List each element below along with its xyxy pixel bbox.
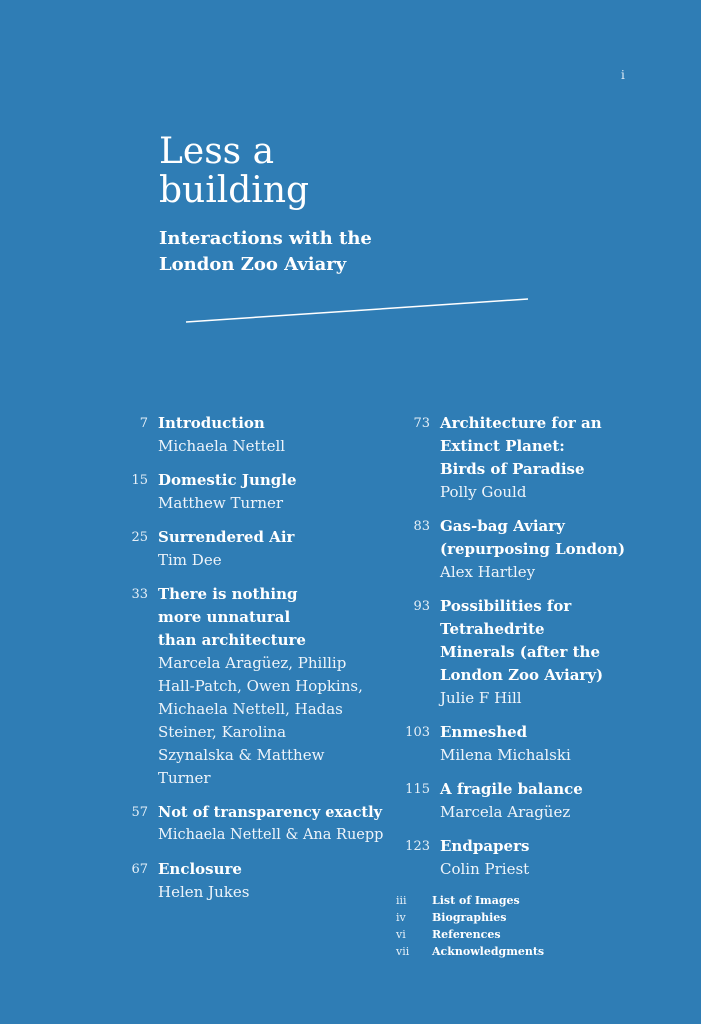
toc-title: Not of transparency exactly xyxy=(158,804,383,821)
page-number: i xyxy=(621,68,625,82)
toc-page-number: 115 xyxy=(405,782,430,797)
back-matter-item[interactable] xyxy=(392,943,692,960)
toc-title: Introduction xyxy=(158,414,265,432)
toc-author: Julie F Hill xyxy=(440,689,522,707)
toc-page-number: 7 xyxy=(139,416,148,431)
toc-entry[interactable] xyxy=(120,858,378,904)
toc-author: Marcela Aragüez xyxy=(440,803,571,821)
toc-title: A fragile balance xyxy=(440,780,583,798)
toc-title: Domestic Jungle xyxy=(158,471,297,489)
toc-entry[interactable] xyxy=(120,526,378,572)
toc-title: Possibilities for Tetrahedrite Minerals (after the London Zoo Aviary) xyxy=(440,597,604,684)
toc-author: Colin Priest xyxy=(440,860,530,878)
back-matter-number: vii xyxy=(396,945,410,958)
toc-page-number: 73 xyxy=(413,416,430,431)
toc-author: Michaela Nettell & Ana Ruepp xyxy=(158,827,384,843)
toc-entry[interactable] xyxy=(392,835,692,881)
back-matter-item[interactable] xyxy=(392,926,692,943)
toc-author: Milena Michalski xyxy=(440,746,571,764)
toc-page-number: 67 xyxy=(131,862,148,877)
book-subtitle: Interactions with the London Zoo Aviary xyxy=(159,228,372,275)
toc-left-column xyxy=(120,412,384,915)
toc-author: Helen Jukes xyxy=(158,883,250,901)
toc-title: Surrendered Air xyxy=(158,528,295,546)
toc-page-number: 25 xyxy=(131,530,148,545)
toc-title: Gas-bag Aviary (repurposing London) xyxy=(440,517,626,558)
back-matter-number: iv xyxy=(396,911,406,924)
back-matter-label: References xyxy=(432,928,501,941)
toc-page-number: 93 xyxy=(413,599,430,614)
toc-title: Enmeshed xyxy=(440,723,528,741)
toc-title: There is nothing more unnatural than architecture xyxy=(158,585,306,649)
toc-entry[interactable] xyxy=(392,515,692,584)
toc-page-number: 15 xyxy=(131,473,148,488)
back-matter-item[interactable] xyxy=(392,909,692,926)
toc-entry[interactable] xyxy=(392,721,692,767)
toc-entry[interactable] xyxy=(120,469,378,515)
toc-page-number: 57 xyxy=(131,805,148,820)
toc-author: Michaela Nettell xyxy=(158,437,286,455)
back-matter-list xyxy=(392,892,692,960)
back-matter-label: Biographies xyxy=(432,911,507,924)
toc-page-number: 83 xyxy=(413,519,430,534)
toc-author: Alex Hartley xyxy=(440,563,536,581)
toc-entry[interactable] xyxy=(120,583,378,790)
toc-author: Tim Dee xyxy=(158,551,222,569)
toc-page-number: 103 xyxy=(405,725,430,740)
toc-author: Marcela Aragüez, Phillip Hall-Patch, Owen Hopkins, Michaela Nettell, Hadas Steiner, Karolina Szynalska & Matthew Turner xyxy=(158,654,363,787)
back-matter-label: Acknowledgments xyxy=(432,945,545,958)
back-matter-label: List of Images xyxy=(432,894,520,907)
back-matter-number: iii xyxy=(396,894,407,907)
toc-page-number: 123 xyxy=(405,839,430,854)
rule-line xyxy=(186,299,528,322)
back-matter-item[interactable] xyxy=(392,892,692,909)
toc-title: Endpapers xyxy=(440,837,530,855)
toc-entry[interactable] xyxy=(392,778,692,824)
toc-author: Matthew Turner xyxy=(158,494,284,512)
toc-right-column xyxy=(392,412,692,960)
toc-entry[interactable] xyxy=(120,412,378,458)
toc-entry[interactable] xyxy=(392,412,692,504)
toc-page-number: 33 xyxy=(131,587,148,602)
toc-author: Polly Gould xyxy=(440,483,527,501)
toc-title: Architecture for an Extinct Planet: Birds of Paradise xyxy=(440,414,602,478)
toc-entry[interactable] xyxy=(120,801,384,847)
back-matter-number: vi xyxy=(396,928,406,941)
book-title: Less a building xyxy=(159,131,310,211)
toc-entry[interactable] xyxy=(392,595,692,710)
toc-title: Enclosure xyxy=(158,860,242,878)
